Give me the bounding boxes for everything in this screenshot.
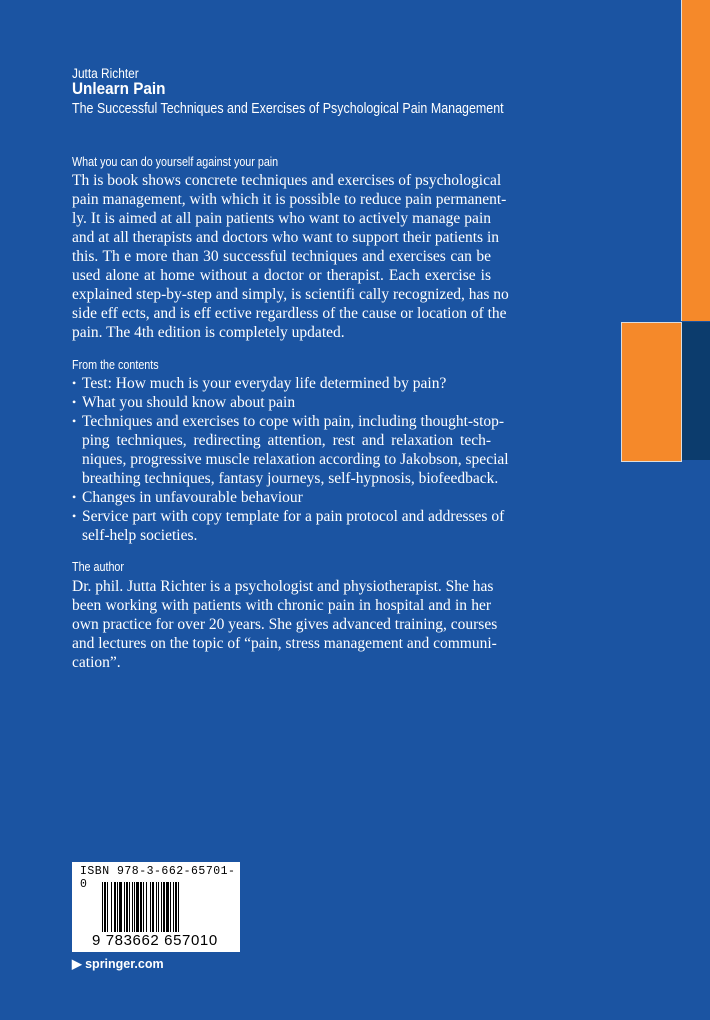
orange-decor-box: [621, 322, 682, 462]
author-name: Jutta Richter: [72, 66, 139, 81]
contents-list: [72, 374, 509, 545]
text-line: • Test: How much is your everyday life determined by pain?: [72, 374, 491, 393]
publisher-link-text: springer.com: [85, 957, 164, 971]
book-subtitle: The Successful Techniques and Exercises of Psychological Pain Management: [72, 101, 504, 117]
text-line: own practice for over 20 years. She gives advanced training, courses: [72, 616, 498, 633]
navy-decor-box: [682, 322, 710, 460]
contents-list-item: [72, 412, 509, 488]
publisher-link[interactable]: [72, 956, 164, 971]
book-title: Unlearn Pain: [72, 79, 166, 98]
text-line: explained step-by-step and simply, is scientifi cally recognized, has no: [72, 286, 509, 303]
section-heading-author: The author: [72, 560, 125, 574]
description-paragraph: [72, 171, 509, 342]
text-line: this. Th e more than 30 successful techniques and exercises can be: [72, 248, 491, 265]
barcode-bars: [102, 882, 232, 934]
barcode-bar: [179, 882, 180, 934]
text-line: self-help societies.: [82, 527, 198, 544]
text-line: and lectures on the topic of “pain, stress management and communi-: [72, 635, 497, 652]
text-line: and at all therapists and doctors who want to support their patients in: [72, 229, 500, 246]
orange-decor-strip: [681, 0, 710, 321]
text-line: • Techniques and exercises to cope with pain, including thought-stop-: [72, 412, 491, 431]
text-line: been working with patients with chronic pain in hospital and in her: [72, 597, 491, 614]
author-bio-paragraph: [72, 577, 498, 672]
contents-list-item: [72, 488, 491, 507]
contents-list-item: [72, 374, 491, 393]
text-line: ly. It is aimed at all pain patients who want to actively manage pain: [72, 210, 491, 227]
text-line: cation”.: [72, 654, 121, 671]
barcode-digits: 9 783662 657010: [92, 932, 218, 949]
text-line: • Service part with copy template for a pain protocol and addresses of: [72, 507, 491, 526]
text-line: ping techniques, redirecting attention, rest and relaxation tech-: [82, 432, 491, 449]
text-line: pain management, with which it is possible to reduce pain permanent-: [72, 191, 507, 208]
text-line: • Changes in unfavourable behaviour: [72, 488, 491, 507]
contents-list-item: [72, 507, 505, 545]
isbn-text: ISBN 978-3-662-65701-0: [80, 865, 236, 891]
text-line: side eff ects, and is eff ective regardless of the cause or location of the: [72, 305, 507, 322]
text-line: breathing techniques, fantasy journeys, self-hypnosis, biofeedback.: [82, 470, 499, 487]
text-line: Th is book shows concrete techniques and exercises of psychological: [72, 172, 502, 189]
contents-list-item: [72, 393, 491, 412]
text-line: Dr. phil. Jutta Richter is a psychologist and physiotherapist. She has: [72, 578, 494, 595]
text-line: niques, progressive muscle relaxation according to Jakobson, special: [82, 451, 509, 468]
section-heading-contents: From the contents: [72, 358, 159, 372]
text-line: used alone at home without a doctor or therapist. Each exercise is: [72, 267, 491, 284]
section-heading-what-you-can-do: What you can do yourself against your pain: [72, 155, 279, 169]
triangle-arrow-icon: ▶: [72, 957, 82, 971]
isbn-barcode: [72, 862, 240, 952]
text-line: • What you should know about pain: [72, 393, 491, 412]
text-line: pain. The 4th edition is completely updated.: [72, 324, 345, 341]
